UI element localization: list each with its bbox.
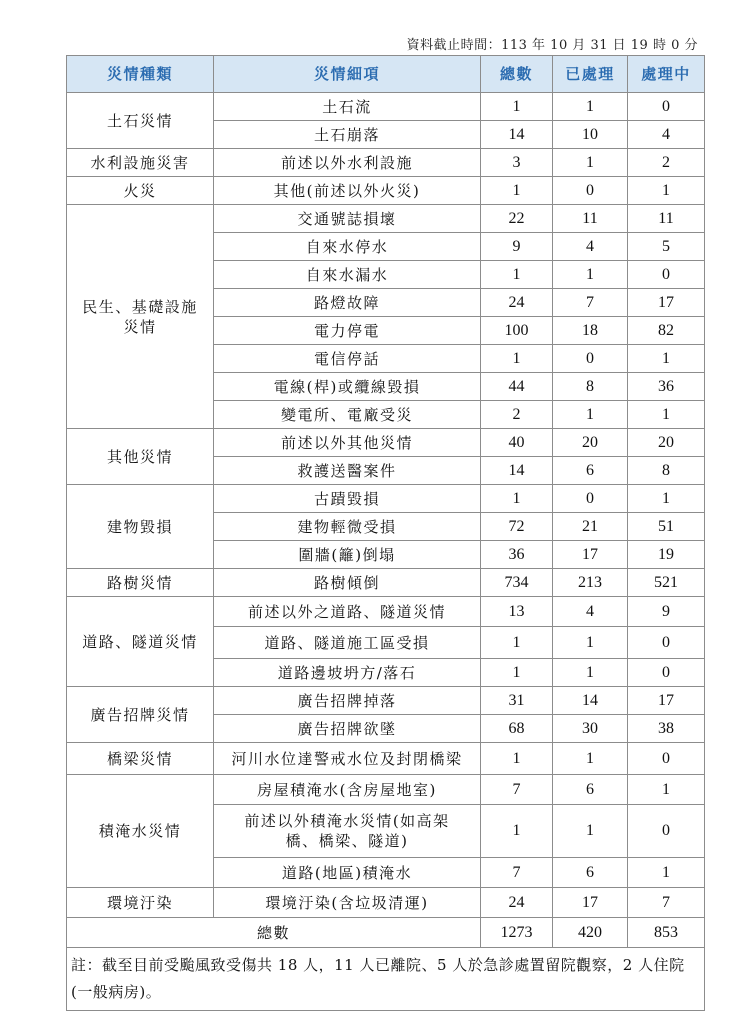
- table-header-row: [67, 56, 705, 93]
- total-cell: 1: [481, 743, 553, 775]
- handled-cell: 17: [553, 541, 628, 569]
- handled-cell: 20: [553, 429, 628, 457]
- detail-cell: 環境汙染(含垃圾清運): [214, 888, 481, 918]
- detail-cell: 變電所、電廠受災: [214, 401, 481, 429]
- table-row: [67, 429, 705, 457]
- total-cell: 22: [481, 205, 553, 233]
- total-cell: 1: [481, 485, 553, 513]
- in-progress-cell: 4: [628, 121, 705, 149]
- totals-label: 總數: [67, 918, 481, 948]
- detail-cell: 前述以外之道路、隧道災情: [214, 597, 481, 627]
- handled-cell: 1: [553, 93, 628, 121]
- total-cell: 7: [481, 858, 553, 888]
- detail-line-1: 前述以外積淹水災情(如高架: [244, 812, 450, 830]
- total-cell: 31: [481, 687, 553, 715]
- handled-cell: 14: [553, 687, 628, 715]
- in-progress-cell: 0: [628, 659, 705, 687]
- handled-cell: 1: [553, 659, 628, 687]
- in-progress-cell: 0: [628, 261, 705, 289]
- handled-cell: 7: [553, 289, 628, 317]
- in-progress-cell: 0: [628, 805, 705, 858]
- in-progress-cell: 0: [628, 93, 705, 121]
- in-progress-cell: 82: [628, 317, 705, 345]
- category-cell: 火災: [67, 177, 214, 205]
- category-cell: 廣告招牌災情: [67, 687, 214, 743]
- table-row: [67, 485, 705, 513]
- total-cell: 68: [481, 715, 553, 743]
- column-header-handled: 已處理: [553, 56, 628, 93]
- total-cell: 1: [481, 261, 553, 289]
- in-progress-cell: 17: [628, 687, 705, 715]
- total-cell: 9: [481, 233, 553, 261]
- table-row: [67, 149, 705, 177]
- grand-total-cell: 1273: [481, 918, 553, 948]
- handled-cell: 18: [553, 317, 628, 345]
- in-progress-cell: 1: [628, 177, 705, 205]
- total-cell: 14: [481, 121, 553, 149]
- disaster-report-table: [66, 55, 705, 1011]
- in-progress-cell: 1: [628, 775, 705, 805]
- detail-cell: 古蹟毀損: [214, 485, 481, 513]
- category-cell: 其他災情: [67, 429, 214, 485]
- table-row: [67, 888, 705, 918]
- handled-cell: 0: [553, 485, 628, 513]
- detail-cell: 道路(地區)積淹水: [214, 858, 481, 888]
- handled-cell: 6: [553, 858, 628, 888]
- in-progress-cell: 1: [628, 485, 705, 513]
- category-cell: [67, 205, 214, 429]
- detail-cell: 前述以外其他災情: [214, 429, 481, 457]
- detail-cell: 道路、隧道施工區受損: [214, 627, 481, 659]
- total-cell: 7: [481, 775, 553, 805]
- handled-cell: 10: [553, 121, 628, 149]
- grand-handled-cell: 420: [553, 918, 628, 948]
- handled-cell: 1: [553, 261, 628, 289]
- total-cell: 24: [481, 289, 553, 317]
- handled-cell: 11: [553, 205, 628, 233]
- handled-cell: 1: [553, 805, 628, 858]
- category-cell: 水利設施災害: [67, 149, 214, 177]
- detail-cell: 圍牆(籬)倒塌: [214, 541, 481, 569]
- handled-cell: 0: [553, 345, 628, 373]
- footnote: 註：截至目前受颱風致受傷共 18 人，11 人已離院、5 人於急診處置留院觀察，2 人住院(一般病房)。: [67, 948, 705, 1011]
- in-progress-cell: 11: [628, 205, 705, 233]
- detail-cell: 廣告招牌欲墜: [214, 715, 481, 743]
- handled-cell: 6: [553, 775, 628, 805]
- handled-cell: 6: [553, 457, 628, 485]
- category-cell: 積淹水災情: [67, 775, 214, 888]
- column-header-in-progress: 處理中: [628, 56, 705, 93]
- handled-cell: 1: [553, 401, 628, 429]
- in-progress-cell: 0: [628, 743, 705, 775]
- detail-cell: 自來水停水: [214, 233, 481, 261]
- handled-cell: 17: [553, 888, 628, 918]
- total-cell: 36: [481, 541, 553, 569]
- handled-cell: 21: [553, 513, 628, 541]
- detail-cell: 土石崩落: [214, 121, 481, 149]
- total-cell: 1: [481, 93, 553, 121]
- detail-cell: 電力停電: [214, 317, 481, 345]
- in-progress-cell: 38: [628, 715, 705, 743]
- in-progress-cell: 8: [628, 457, 705, 485]
- handled-cell: 8: [553, 373, 628, 401]
- total-cell: 13: [481, 597, 553, 627]
- handled-cell: 1: [553, 149, 628, 177]
- table-row: [67, 177, 705, 205]
- total-cell: 1: [481, 177, 553, 205]
- detail-cell: 救護送醫案件: [214, 457, 481, 485]
- in-progress-cell: 1: [628, 858, 705, 888]
- total-cell: 1: [481, 805, 553, 858]
- category-cell: 土石災情: [67, 93, 214, 149]
- in-progress-cell: 5: [628, 233, 705, 261]
- total-cell: 2: [481, 401, 553, 429]
- total-cell: 100: [481, 317, 553, 345]
- category-cell: 路樹災情: [67, 569, 214, 597]
- category-line-1: 民生、基礎設施: [82, 297, 198, 316]
- table-row: [67, 93, 705, 121]
- in-progress-cell: 17: [628, 289, 705, 317]
- detail-line-2: 橋、橋梁、隧道): [285, 832, 409, 850]
- category-cell: 道路、隧道災情: [67, 597, 214, 687]
- detail-cell: [214, 805, 481, 858]
- detail-cell: 其他(前述以外火災): [214, 177, 481, 205]
- total-cell: 44: [481, 373, 553, 401]
- table-row: [67, 205, 705, 233]
- handled-cell: 4: [553, 233, 628, 261]
- detail-cell: 前述以外水利設施: [214, 149, 481, 177]
- handled-cell: 213: [553, 569, 628, 597]
- in-progress-cell: 1: [628, 401, 705, 429]
- detail-cell: 電線(桿)或纜線毀損: [214, 373, 481, 401]
- in-progress-cell: 19: [628, 541, 705, 569]
- handled-cell: 1: [553, 743, 628, 775]
- in-progress-cell: 9: [628, 597, 705, 627]
- total-cell: 3: [481, 149, 553, 177]
- column-header-total: 總數: [481, 56, 553, 93]
- detail-cell: 路樹傾倒: [214, 569, 481, 597]
- detail-cell: 建物輕微受損: [214, 513, 481, 541]
- handled-cell: 0: [553, 177, 628, 205]
- total-cell: 1: [481, 659, 553, 687]
- note-row: [67, 948, 705, 1011]
- category-cell: 橋梁災情: [67, 743, 214, 775]
- detail-cell: 河川水位達警戒水位及封閉橋梁: [214, 743, 481, 775]
- total-cell: 734: [481, 569, 553, 597]
- in-progress-cell: 20: [628, 429, 705, 457]
- detail-cell: 路燈故障: [214, 289, 481, 317]
- detail-cell: 道路邊坡坍方/落石: [214, 659, 481, 687]
- data-cutoff-timestamp: 資料截止時間：113 年 10 月 31 日 19 時 0 分: [406, 38, 698, 53]
- in-progress-cell: 51: [628, 513, 705, 541]
- in-progress-cell: 0: [628, 627, 705, 659]
- in-progress-cell: 521: [628, 569, 705, 597]
- total-cell: 40: [481, 429, 553, 457]
- handled-cell: 1: [553, 627, 628, 659]
- in-progress-cell: 1: [628, 345, 705, 373]
- total-cell: 24: [481, 888, 553, 918]
- handled-cell: 4: [553, 597, 628, 627]
- category-cell: 環境汙染: [67, 888, 214, 918]
- detail-cell: 廣告招牌掉落: [214, 687, 481, 715]
- in-progress-cell: 36: [628, 373, 705, 401]
- table-row: [67, 597, 705, 627]
- table-row: [67, 687, 705, 715]
- in-progress-cell: 2: [628, 149, 705, 177]
- category-cell: 建物毀損: [67, 485, 214, 569]
- table-row: [67, 743, 705, 775]
- total-cell: 72: [481, 513, 553, 541]
- totals-row: [67, 918, 705, 948]
- grand-in-progress-cell: 853: [628, 918, 705, 948]
- column-header-category: 災情種類: [67, 56, 214, 93]
- total-cell: 1: [481, 627, 553, 659]
- detail-cell: 交通號誌損壞: [214, 205, 481, 233]
- category-line-2: 災情: [123, 317, 157, 336]
- column-header-detail: 災情細項: [214, 56, 481, 93]
- handled-cell: 30: [553, 715, 628, 743]
- table-row: [67, 569, 705, 597]
- detail-cell: 土石流: [214, 93, 481, 121]
- total-cell: 1: [481, 345, 553, 373]
- total-cell: 14: [481, 457, 553, 485]
- detail-cell: 電信停話: [214, 345, 481, 373]
- detail-cell: 房屋積淹水(含房屋地室): [214, 775, 481, 805]
- table-row: [67, 775, 705, 805]
- detail-cell: 自來水漏水: [214, 261, 481, 289]
- in-progress-cell: 7: [628, 888, 705, 918]
